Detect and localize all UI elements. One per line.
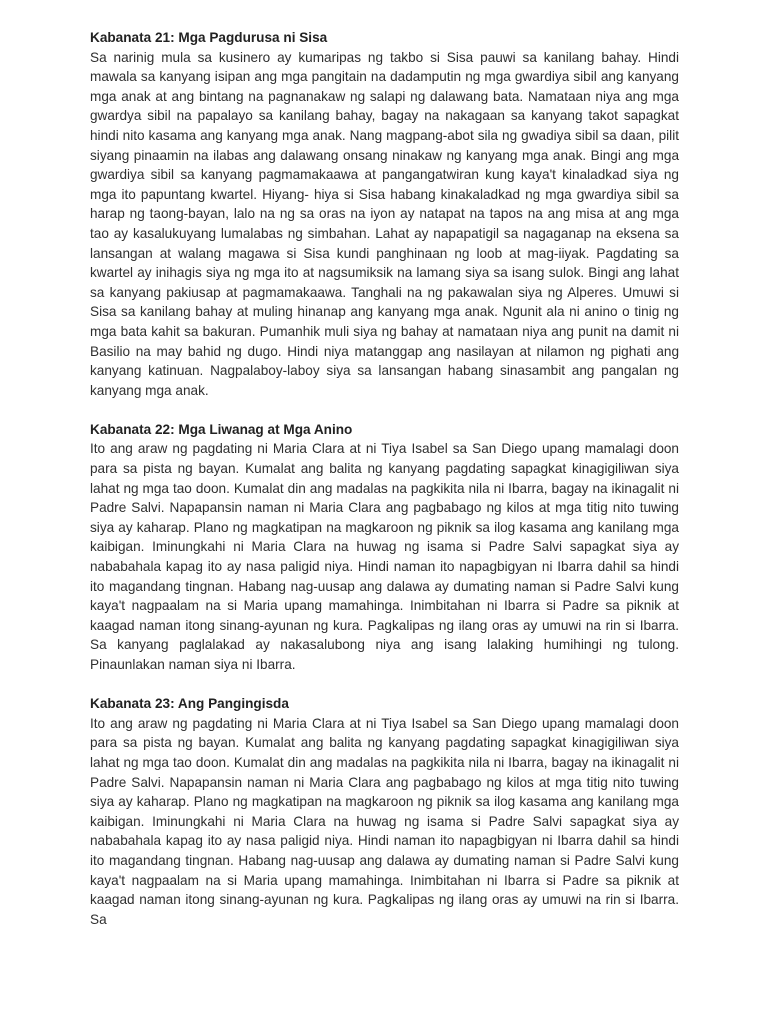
chapter-title: Kabanata 22: Mga Liwanag at Mga Anino [90,421,353,437]
chapter-23 [90,694,679,929]
chapter-title: Kabanata 21: Mga Pagdurusa ni Sisa [90,30,328,45]
document-page [90,28,679,949]
chapter-21 [90,28,679,400]
chapter-body: Ito ang araw ng pagdating ni Maria Clara at ni Tiya Isabel sa San Diego upang mamalagi doon para sa pista ng bayan. Kumalat ang balita ng kanyang pagdating sapagkat kinagigiliwan siya lahat ng mga tao doon. Kumalat din ang madalas na pagkikita nila ni Ibarra, bagay na ikinagalit ni Padre Salvi. Napapansin naman ni Maria Clara ang pagbabago ng kilos at mga titig nito tuwing siya ay kaharap. Plano ng magkatipan na magkaroon ng piknik sa ilog kasama ang kanilang mga kaibigan. Iminungkahi ni Maria Clara na huwag ng isama si Padre Salvi sapagkat siya ay nababahala kapag ito ay nasa paligid niya. Hindi naman ito napagbigyan ni Ibarra dahil sa hindi ito magandang tingnan. Habang nag-uusap ang dalawa ay dumating naman si Padre Salvi kung kaya't nagpaalam na si Maria upang mamahinga. Inimbitahan ni Ibarra si Padre sa piknik at kaagad naman itong sinang-ayunan ng kura. Pagkalipas ng ilang oras ay umuwi na rin si Ibarra. Sa [90,715,679,927]
chapter-body: Ito ang araw ng pagdating ni Maria Clara at ni Tiya Isabel sa San Diego upang mamalagi doon para sa pista ng bayan. Kumalat ang balita ng kanyang pagdating sapagkat kinagigiliwan siya lahat ng mga tao doon. Kumalat din ang madalas na pagkikita nila ni Ibarra, bagay na ikinagalit ni Padre Salvi. Napapansin naman ni Maria Clara ang pagbabago ng kilos at mga titig nito tuwing siya ay kaharap. Plano ng magkatipan na magkaroon ng piknik sa ilog kasama ang kanilang mga kaibigan. Iminungkahi ni Maria Clara na huwag ng isama si Padre Salvi sapagkat siya ay nababahala kapag ito ay nasa paligid niya. Hindi naman ito napagbigyan ni Ibarra dahil sa hindi ito magandang tingnan. Habang nag-uusap ang dalawa ay dumating naman si Padre Salvi kung kaya't nagpaalam na si Maria upang mamahinga. Inimbitahan ni Ibarra si Padre sa piknik at kaagad naman itong sinang-ayunan ng kura. Pagkalipas ng ilang oras ay umuwi na rin si Ibarra. Sa kanyang paglalakad ay nakasalubong niya ang isang lalaking humihingi ng tulong. Pinaunlakan naman siya ni Ibarra. [90,441,679,672]
chapter-title: Kabanata 23: Ang Pangingisda [90,696,289,712]
chapter-body: Sa narinig mula sa kusinero ay kumaripas ng takbo si Sisa pauwi sa kanilang bahay. Hindi mawala sa kanyang isipan ang mga pangitain na dadamputin ng mga gwardiya sibil ang kanyang mga anak at ang bintang na pagnanakaw ng salapi ng dalawang bata. Namataan niya ang mga gwardya sibil na papalayo sa kanilang bahay, bagay na nakagaan sa kanyang takot sapagkat hindi nito kasama ang kanyang mga anak. Nang magpang-abot sila ng gwadiya sibil sa daan, pilit siyang pinaamin na ilabas ang dalawang onsang ninakaw ng kanyang mga anak. Bingi ang mga gwardiya sibil sa kanyang pagmamakaawa at pangangatwiran kung kaya't kinaladkad siya ng mga ito papuntang kwartel. Hiyang- hiya si Sisa habang kinakaladkad ng mga gwardiya sibil sa harap ng taong-bayan, lalo na ng sa oras na iyon ay natapat na tapos na ang misa at ang mga tao ay kasalukuyang lumalabas ng simbahan. Lahat ay napapatigil sa nagaganap na eksena sa lansangan at walang magawa si Sisa kundi panghinaan ng loob at mag-iiyak. Pagdating sa kwartel ay inihagis siya ng mga ito at nagsumiksik na lamang siya sa isang sulok. Bingi ang lahat sa kanyang pakiusap at pagmamakaawa. Tanghali na ng pakawalan siya ng Alperes. Umuwi si Sisa sa kanilang bahay at muling hinanap ang kanyang mga anak. Ngunit ala ni anino o tinig ng mga bata kahit sa bakuran. Pumanhik muli siya ng bahay at namataan niya ang punit na damit ni Basilio na may bahid ng dugo. Hindi niya matanggap ang nasilayan at nilamon ng pighati ang kanyang katinuan. Nagpalaboy-laboy siya sa lansangan habang sinasambit ang pangalan ng kanyang mga anak. [90,49,679,398]
chapter-22 [90,420,679,675]
